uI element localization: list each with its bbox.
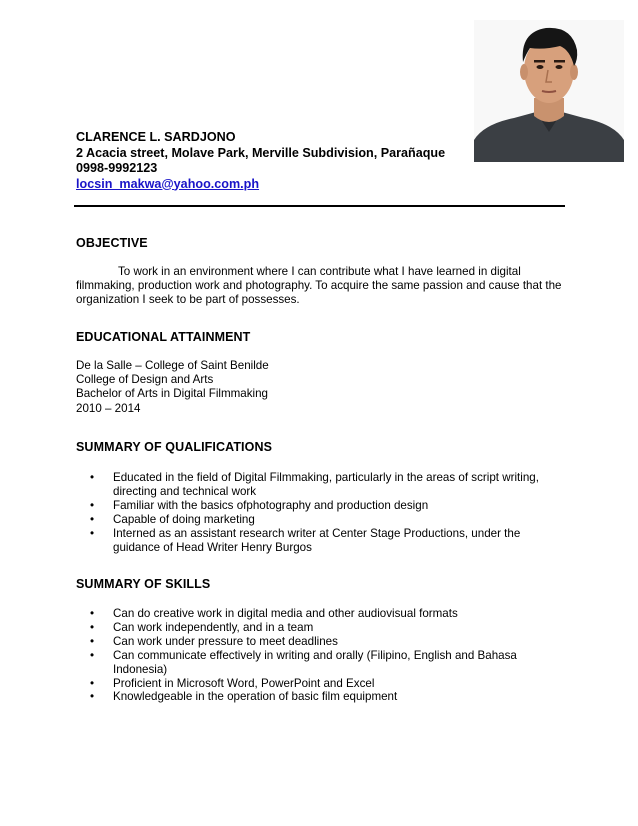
objective-text: To work in an environment where I can contribute what I have learned in digital filmmaking, production work and photography. To acquire the same passion and cause that the organization I seek to be part of possesses. [76,265,562,307]
list-item: • Interned as an assistant research writer at Center Stage Productions, under the guidance of Head Writer Henry Burgos [76,527,546,555]
education-heading: EDUCATIONAL ATTAINMENT [76,330,251,344]
education-details [76,359,566,416]
skills-heading: SUMMARY OF SKILLS [76,577,211,591]
header-divider [74,205,565,207]
skills-list [76,607,546,704]
list-item: • Can work under pressure to meet deadlines [76,635,546,649]
list-item: • Proficient in Microsoft Word, PowerPoint and Excel [76,677,546,691]
list-item: • Capable of doing marketing [76,513,546,527]
applicant-name: CLARENCE L. SARDJONO [76,130,236,144]
qualifications-heading: SUMMARY OF QUALIFICATIONS [76,440,273,454]
education-degree: Bachelor of Arts in Digital Filmmaking [76,387,269,401]
profile-photo [474,20,624,162]
list-item: • Can do creative work in digital media and other audiovisual formats [76,607,546,621]
objective-heading: OBJECTIVE [76,236,148,250]
education-college: College of Design and Arts [76,373,214,387]
qualifications-list [76,471,546,554]
list-item: • Educated in the field of Digital Filmmaking, particularly in the areas of script writing, directing and technical work [76,471,546,499]
applicant-email-link[interactable]: locsin_makwa@yahoo.com.ph [76,176,260,191]
education-years: 2010 – 2014 [76,401,141,415]
contact-header [76,130,476,192]
applicant-phone: 0998-9992123 [76,161,158,175]
list-item: • Familiar with the basics ofphotography and production design [76,499,546,513]
applicant-address: 2 Acacia street, Molave Park, Merville Subdivision, Parañaque [76,145,446,160]
list-item: • Can work independently, and in a team [76,621,546,635]
education-school: De la Salle – College of Saint Benilde [76,359,269,372]
list-item: • Knowledgeable in the operation of basic film equipment [76,690,546,704]
list-item: • Can communicate effectively in writing and orally (Filipino, English and Bahasa Indonesia) [76,649,546,677]
